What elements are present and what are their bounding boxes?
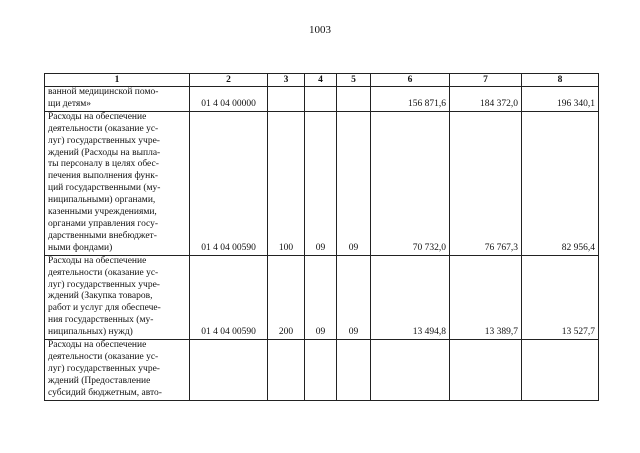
amount-col8-cell: 82 956,4 [522, 111, 599, 255]
program-code-cell: 01 4 04 00590 [190, 255, 268, 339]
amount-col6-cell [371, 340, 450, 401]
amount-col8-cell: 13 527,7 [522, 255, 599, 339]
description-line: Расходы на обеспечение [48, 111, 147, 122]
subsection-cell [337, 340, 371, 401]
description-line: печения выполнения функ- [48, 171, 159, 182]
subsection-cell: 09 [337, 111, 371, 255]
col-header-8: 8 [522, 74, 599, 87]
description-line: луг) государственных учре- [48, 135, 160, 146]
description-cell [45, 111, 190, 255]
description-line: ниципальными) органами, [48, 195, 156, 206]
amount-col8-cell: 196 340,1 [522, 87, 599, 112]
description-line: работ и услуг для обеспече- [48, 303, 161, 314]
expense-type-cell: 200 [268, 255, 305, 339]
amount-col6-cell: 13 494,8 [371, 255, 450, 339]
table-row [45, 340, 599, 401]
amount-col8-cell [522, 340, 599, 401]
col-header-3: 3 [268, 74, 305, 87]
program-code-cell: 01 4 04 00000 [190, 87, 268, 112]
description-line: органами управления госу- [48, 218, 159, 229]
description-line: ждений (Предоставление [48, 375, 151, 386]
section-cell: 09 [305, 255, 337, 339]
subsection-cell [337, 87, 371, 112]
page-number: 1003 [309, 24, 331, 36]
description-line: ждений (Расходы на выпла- [48, 147, 161, 158]
subsection-cell: 09 [337, 255, 371, 339]
description-line: дарственными внебюджет- [48, 230, 157, 241]
description-line: луг) государственных учре- [48, 279, 160, 290]
amount-col6-cell: 156 871,6 [371, 87, 450, 112]
description-line: Расходы на обеспечение [48, 255, 147, 266]
description-line: ными фондами) [48, 242, 113, 253]
description-line: ниципальных) нужд) [48, 327, 133, 338]
description-line: ванной медицинской помо- [48, 87, 159, 97]
header-row [45, 74, 599, 87]
budget-table [44, 73, 599, 401]
program-code-cell: 01 4 04 00590 [190, 111, 268, 255]
col-header-2: 2 [190, 74, 268, 87]
amount-col7-cell: 76 767,3 [450, 111, 522, 255]
expense-type-cell: 100 [268, 111, 305, 255]
description-line: деятельности (оказание ус- [48, 351, 159, 362]
description-line: деятельности (оказание ус- [48, 267, 159, 278]
table-row [45, 111, 599, 255]
section-cell: 09 [305, 111, 337, 255]
col-header-6: 6 [371, 74, 450, 87]
description-line: луг) государственных учре- [48, 363, 160, 374]
col-header-1: 1 [45, 74, 190, 87]
description-line: ты персоналу в целях обес- [48, 159, 159, 170]
description-line: ждений (Закупка товаров, [48, 291, 153, 302]
table-row [45, 255, 599, 339]
table-row [45, 87, 599, 112]
col-header-4: 4 [305, 74, 337, 87]
expense-type-cell [268, 340, 305, 401]
col-header-7: 7 [450, 74, 522, 87]
description-line: ния государственных (му- [48, 315, 154, 326]
description-line: ций государственными (му- [48, 183, 161, 194]
description-cell [45, 255, 190, 339]
expense-type-cell [268, 87, 305, 112]
section-cell [305, 340, 337, 401]
amount-col7-cell: 184 372,0 [450, 87, 522, 112]
description-line: щи детям» [48, 98, 91, 109]
col-header-5: 5 [337, 74, 371, 87]
description-cell [45, 87, 190, 112]
table-body [45, 87, 599, 401]
description-line: субсидий бюджетным, авто- [48, 387, 162, 398]
description-cell [45, 340, 190, 401]
amount-col7-cell: 13 389,7 [450, 255, 522, 339]
description-line: казенными учреждениями, [48, 207, 157, 218]
section-cell [305, 87, 337, 112]
description-line: деятельности (оказание ус- [48, 123, 159, 134]
description-line: Расходы на обеспечение [48, 340, 147, 351]
amount-col7-cell [450, 340, 522, 401]
program-code-cell [190, 340, 268, 401]
amount-col6-cell: 70 732,0 [371, 111, 450, 255]
